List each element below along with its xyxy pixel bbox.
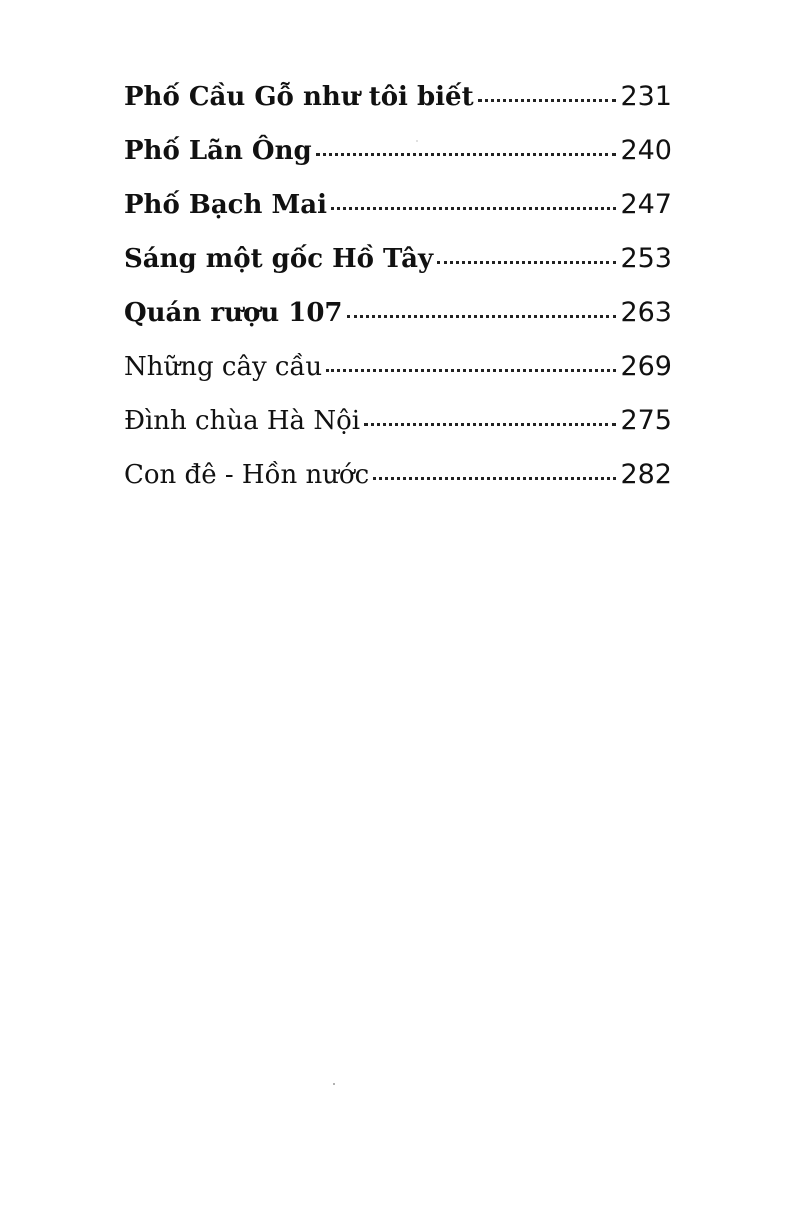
toc-entry[interactable] [124, 291, 672, 345]
dot-leader [347, 315, 617, 318]
toc-entry-page: 231 [620, 81, 672, 112]
dot-leader [373, 477, 616, 480]
toc-entry-title: Con đê - Hồn nước [124, 460, 370, 490]
scan-speck [416, 140, 418, 142]
toc-entry[interactable] [124, 399, 672, 453]
toc-entry-title: Đình chùa Hà Nội [124, 406, 361, 436]
dot-leader [364, 423, 616, 426]
dot-leader [316, 153, 617, 156]
toc-entry-page: 282 [620, 459, 672, 490]
table-of-contents [124, 75, 672, 507]
toc-entry-title: Phố Cầu Gỗ như tôi biết [124, 82, 474, 112]
toc-entry-page: 253 [620, 243, 672, 274]
toc-entry-page: 263 [620, 297, 672, 328]
toc-entry-title: Quán rượu 107 [124, 298, 343, 328]
toc-entry[interactable] [124, 237, 672, 291]
toc-entry-title: Sáng một gốc Hồ Tây [124, 244, 434, 274]
dot-leader [437, 261, 616, 264]
toc-entry-page: 247 [620, 189, 672, 220]
scan-speck [333, 1083, 335, 1085]
toc-entry-title: Những cây cầu [124, 352, 323, 382]
toc-entry[interactable] [124, 183, 672, 237]
dot-leader [331, 207, 616, 210]
toc-entry-page: 240 [620, 135, 672, 166]
toc-entry-title: Phố Bạch Mai [124, 190, 327, 220]
toc-entry[interactable] [124, 75, 672, 129]
toc-entry-title: Phố Lãn Ông [124, 136, 312, 166]
toc-entry[interactable] [124, 453, 672, 507]
toc-entry-page: 275 [620, 405, 672, 436]
dot-leader [478, 99, 617, 102]
toc-entry[interactable] [124, 129, 672, 183]
toc-entry[interactable] [124, 345, 672, 399]
dot-leader [326, 369, 616, 372]
toc-entry-page: 269 [620, 351, 672, 382]
